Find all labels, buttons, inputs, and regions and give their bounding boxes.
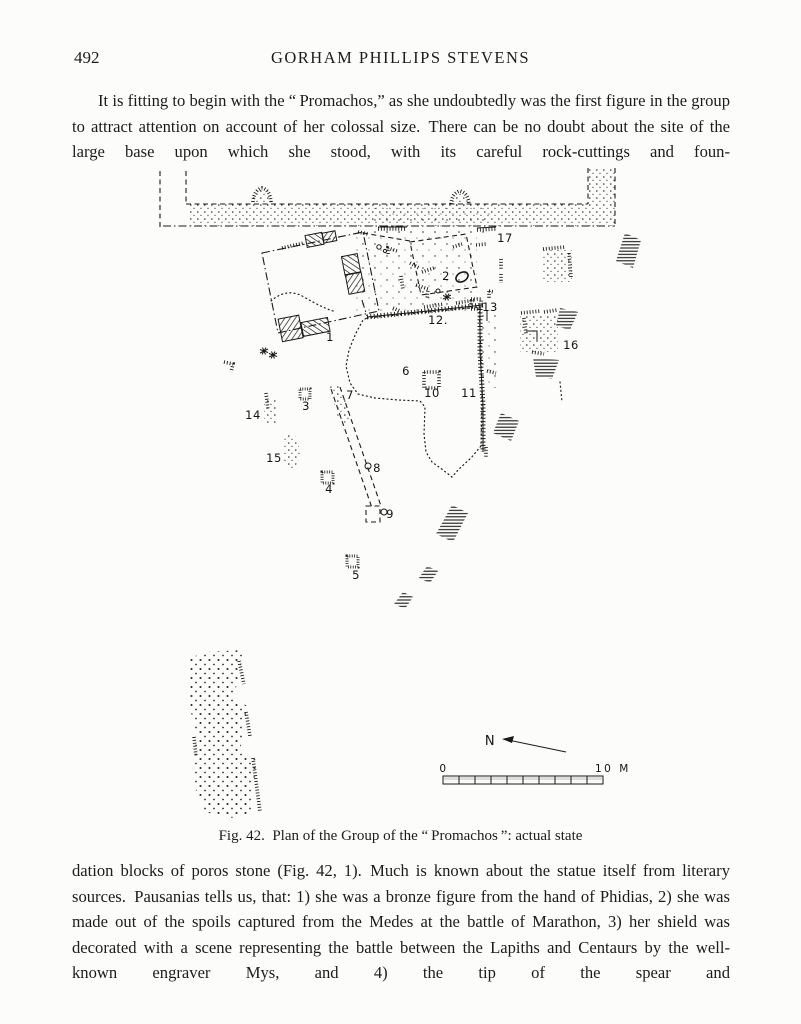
scale-label-right: 10 M [595, 763, 631, 775]
plan-label-8: 8 [373, 461, 381, 475]
body-paragraph: dation blocks of poros stone (Fig. 42, 1). Much is known about the statue itself from literary sources. Pausanias tells us, that: 1) she was a bronze figure from the hand of Phidias, 2) she was made out of the spoils captured from the Medes at the battle of Marathon, 3) her shield was decorated with a scene representing the battle between the Lapiths and Centaurs by the well-known engraver Mys, and 4) the tip of the spear and [72, 861, 730, 982]
running-header: GORHAM PHILLIPS STEVENS [270, 48, 531, 67]
scale-bar [439, 763, 630, 784]
east-features [520, 247, 578, 402]
plan-label-14: 14 [245, 408, 261, 422]
lower-outcrop [189, 650, 260, 818]
plan-label-5: 5 [352, 568, 360, 582]
north-label: N [484, 734, 496, 749]
building-fragments [352, 208, 490, 316]
figure-caption: Fig. 42. Plan of the Group of the “ Promachos ”: actual state [218, 828, 583, 844]
plan-label-10: 10 [424, 386, 440, 400]
intro-paragraph: It is fitting to begin with the “ Promachos,” as she undoubtedly was the first figure in the group to attract attention on account of her colossal size. There can be no doubt about the site of the large base upon which she stood, with its careful rock-cuttings and foun- [72, 91, 730, 161]
page-number: 492 [74, 48, 100, 67]
plan-label-1: 1 [326, 330, 334, 344]
plan-label-15: 15 [266, 451, 282, 465]
small-features [224, 348, 358, 568]
plan-label-17: 17 [497, 231, 513, 245]
north-arrow [485, 734, 566, 752]
plan-label-9: 9 [386, 507, 394, 521]
path-7-9 [329, 384, 387, 522]
plan-label-2: 2 [442, 269, 450, 283]
scale-label-left: 0 [439, 763, 447, 775]
plan-label-11: 11 [461, 386, 477, 400]
plan-label-3: 3 [302, 399, 310, 413]
plan-label-7: 7 [346, 388, 354, 402]
plan-label-4: 4 [325, 482, 333, 496]
plan-label-13: 13 [482, 300, 498, 314]
plan-label-12: 12. [428, 313, 448, 327]
plan-label-16: 16 [563, 338, 579, 352]
plan-label-6: 6 [402, 364, 410, 378]
